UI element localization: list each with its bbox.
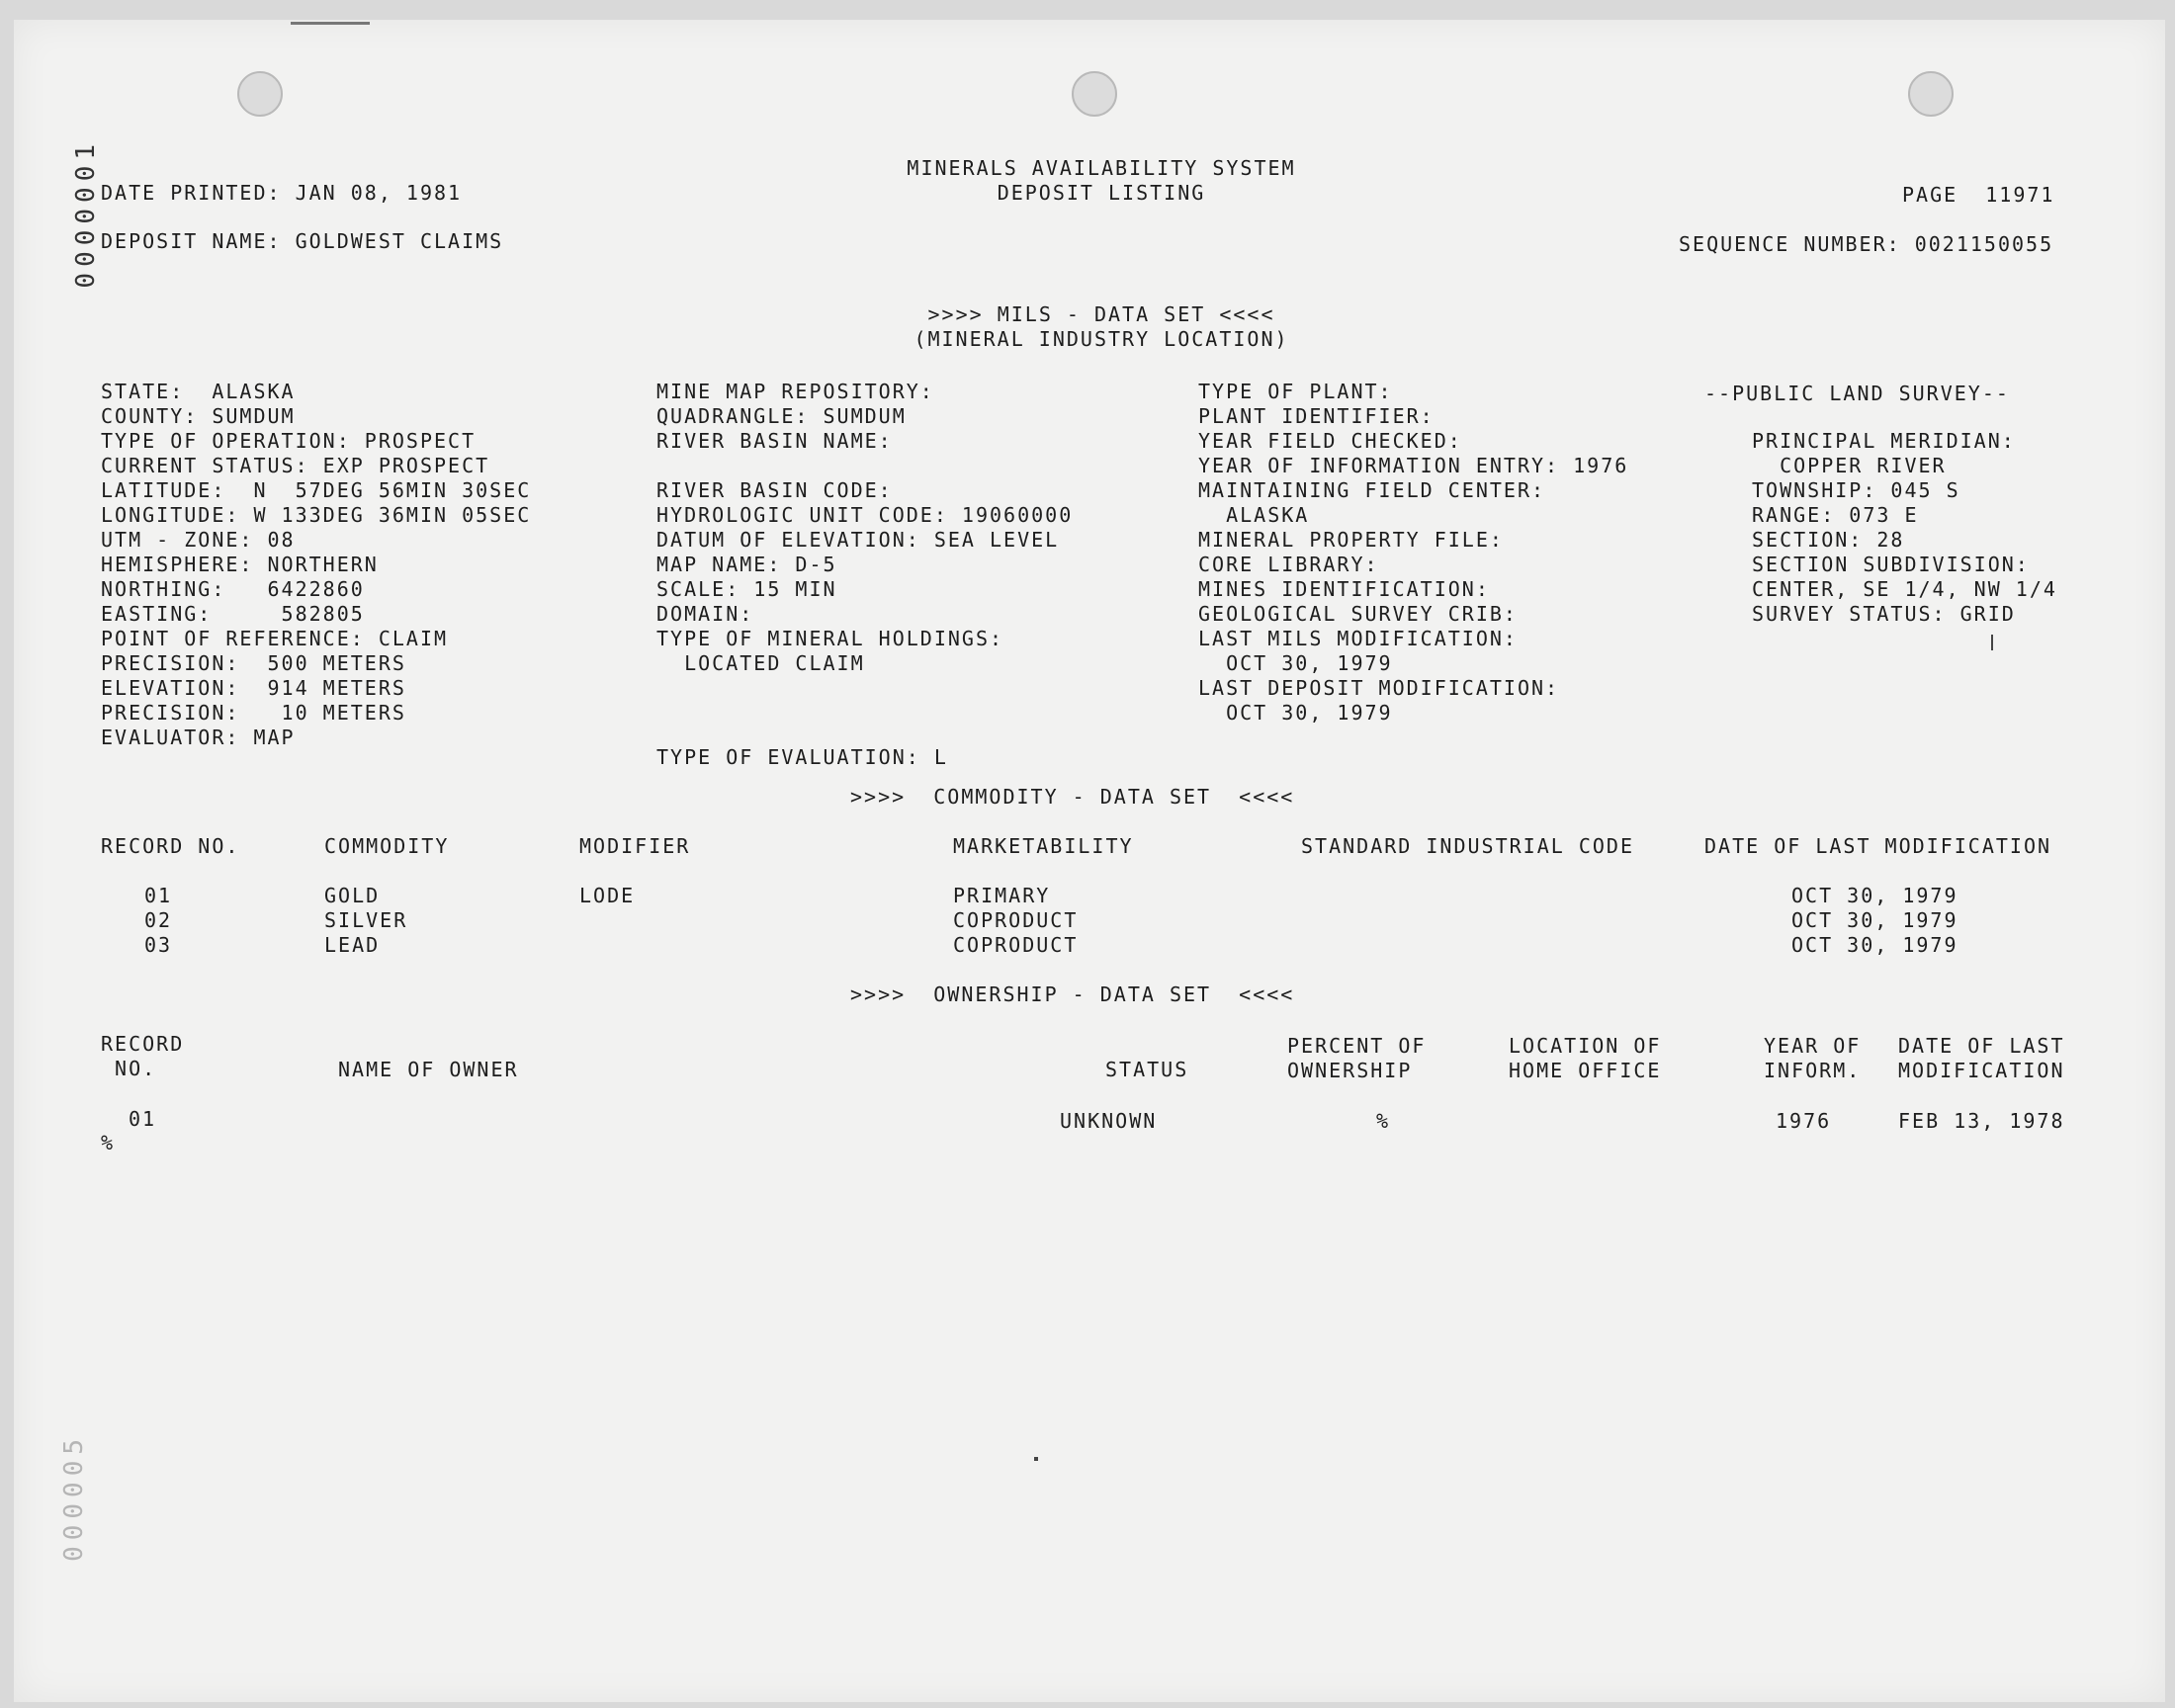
field-line: LONGITUDE: W 133DEG 36MIN 05SEC	[101, 503, 532, 527]
sequence-number: SEQUENCE NUMBER: 0021150055	[1679, 232, 2054, 256]
field-line: PRINCIPAL MERIDIAN:	[1752, 429, 2016, 453]
field-line: LAST DEPOSIT MODIFICATION:	[1198, 676, 1560, 700]
col-owner: NAME OF OWNER	[338, 1058, 519, 1081]
col-last-mod: DATE OF LAST MODIFICATION	[1704, 834, 2052, 858]
mils-heading: >>>> MILS - DATA SET <<<<	[927, 302, 1275, 326]
col-record-no: RECORD NO.	[101, 834, 240, 858]
ownership-heading: >>>> OWNERSHIP - DATA SET <<<<	[850, 982, 1295, 1006]
field-line: TYPE OF PLANT:	[1198, 380, 1393, 403]
field-line: NORTHING: 6422860	[101, 577, 365, 601]
col-year-2: INFORM.	[1764, 1059, 1862, 1082]
field-line: COUNTY: SUMDUM	[101, 404, 296, 428]
field-line: EVALUATOR: MAP	[101, 726, 296, 749]
col-record: RECORD	[101, 1032, 185, 1056]
cell-last-mod: OCT 30, 1979	[1791, 908, 1958, 932]
punch-hole-right	[1908, 71, 1954, 117]
col-sic: STANDARD INDUSTRIAL CODE	[1301, 834, 1634, 858]
mils-subheading: (MINERAL INDUSTRY LOCATION)	[914, 327, 1289, 351]
col-record-no: NO.	[101, 1057, 157, 1080]
deposit-name: DEPOSIT NAME: GOLDWEST CLAIMS	[101, 229, 504, 253]
side-mark-top: 0000001	[71, 138, 101, 289]
col-status: STATUS	[1105, 1058, 1189, 1081]
cell-record-no: 01	[144, 884, 173, 907]
field-line: SECTION SUBDIVISION:	[1752, 553, 2030, 576]
dot-mark	[1034, 1457, 1038, 1461]
col-location-2: HOME OFFICE	[1509, 1059, 1662, 1082]
field-line: ALASKA	[1198, 503, 1310, 527]
tick-mark	[1991, 635, 1993, 650]
field-line: LOCATED CLAIM	[656, 651, 865, 675]
field-line: DATUM OF ELEVATION: SEA LEVEL	[656, 528, 1060, 552]
field-line: YEAR OF INFORMATION ENTRY: 1976	[1198, 454, 1629, 477]
punch-hole-left	[237, 71, 283, 117]
field-line: SCALE: 15 MIN	[656, 577, 837, 601]
cell-status: UNKNOWN	[1060, 1109, 1158, 1133]
cell-year: 1976	[1776, 1109, 1832, 1133]
cell-record-no: 01	[129, 1107, 157, 1131]
field-line: PLANT IDENTIFIER:	[1198, 404, 1435, 428]
field-line: CORE LIBRARY:	[1198, 553, 1379, 576]
field-line: MINE MAP REPOSITORY:	[656, 380, 934, 403]
field-line: OCT 30, 1979	[1198, 701, 1393, 725]
punch-hole-center	[1072, 71, 1117, 117]
field-line: RIVER BASIN NAME:	[656, 429, 893, 453]
end-marker: %	[101, 1131, 116, 1154]
public-land-survey-heading: --PUBLIC LAND SURVEY--	[1704, 382, 2010, 405]
field-line: CENTER, SE 1/4, NW 1/4	[1752, 577, 2057, 601]
field-line: HEMISPHERE: NORTHERN	[101, 553, 379, 576]
cell-marketability: COPRODUCT	[953, 933, 1079, 957]
report-title: MINERALS AVAILABILITY SYSTEM	[907, 156, 1296, 180]
field-line: MAP NAME: D-5	[656, 553, 837, 576]
field-line: POINT OF REFERENCE: CLAIM	[101, 627, 449, 650]
col-percent-2: OWNERSHIP	[1287, 1059, 1413, 1082]
col-mod-2: MODIFICATION	[1898, 1059, 2065, 1082]
col-location: LOCATION OF	[1509, 1034, 1662, 1058]
scratch-mark	[291, 22, 370, 25]
cell-last-mod: OCT 30, 1979	[1791, 933, 1958, 957]
field-line: YEAR FIELD CHECKED:	[1198, 429, 1462, 453]
col-marketability: MARKETABILITY	[953, 834, 1134, 858]
field-line: PRECISION: 10 METERS	[101, 701, 406, 725]
field-line: MINERAL PROPERTY FILE:	[1198, 528, 1504, 552]
cell-commodity: LEAD	[324, 933, 381, 957]
col-year: YEAR OF	[1764, 1034, 1862, 1058]
col-modifier: MODIFIER	[579, 834, 691, 858]
col-commodity: COMMODITY	[324, 834, 450, 858]
field-line: ELEVATION: 914 METERS	[101, 676, 406, 700]
cell-record-no: 02	[144, 908, 173, 932]
col-mod: DATE OF LAST	[1898, 1034, 2065, 1058]
field-line: GEOLOGICAL SURVEY CRIB:	[1198, 602, 1518, 626]
report-subtitle: DEPOSIT LISTING	[997, 181, 1206, 205]
cell-last-mod: FEB 13, 1978	[1898, 1109, 2065, 1133]
field-line: EASTING: 582805	[101, 602, 365, 626]
field-line: MINES IDENTIFICATION:	[1198, 577, 1490, 601]
field-line: UTM - ZONE: 08	[101, 528, 296, 552]
cell-record-no: 03	[144, 933, 173, 957]
field-line: STATE: ALASKA	[101, 380, 296, 403]
field-line: TYPE OF EVALUATION: L	[656, 745, 948, 769]
cell-commodity: GOLD	[324, 884, 381, 907]
field-line: MAINTAINING FIELD CENTER:	[1198, 478, 1546, 502]
printout-sheet	[14, 20, 2165, 1702]
cell-percent: %	[1376, 1109, 1391, 1133]
field-line: LATITUDE: N 57DEG 56MIN 30SEC	[101, 478, 532, 502]
cell-last-mod: OCT 30, 1979	[1791, 884, 1958, 907]
commodity-heading: >>>> COMMODITY - DATA SET <<<<	[850, 785, 1295, 809]
field-line: LAST MILS MODIFICATION:	[1198, 627, 1518, 650]
field-line: TYPE OF OPERATION: PROSPECT	[101, 429, 477, 453]
field-line: OCT 30, 1979	[1198, 651, 1393, 675]
field-line: SURVEY STATUS: GRID	[1752, 602, 2016, 626]
field-line: CURRENT STATUS: EXP PROSPECT	[101, 454, 490, 477]
col-percent: PERCENT OF	[1287, 1034, 1427, 1058]
field-line: TYPE OF MINERAL HOLDINGS:	[656, 627, 1004, 650]
field-line: RIVER BASIN CODE:	[656, 478, 893, 502]
field-line: COPPER RIVER	[1752, 454, 1947, 477]
field-line: DOMAIN:	[656, 602, 754, 626]
date-printed: DATE PRINTED: JAN 08, 1981	[101, 181, 463, 205]
field-line: TOWNSHIP: 045 S	[1752, 478, 1960, 502]
cell-marketability: COPRODUCT	[953, 908, 1079, 932]
cell-modifier: LODE	[579, 884, 636, 907]
cell-marketability: PRIMARY	[953, 884, 1051, 907]
field-line: HYDROLOGIC UNIT CODE: 19060000	[656, 503, 1074, 527]
cell-commodity: SILVER	[324, 908, 408, 932]
field-line: RANGE: 073 E	[1752, 503, 1919, 527]
side-mark-bottom: 000005	[59, 1433, 89, 1562]
field-line: SECTION: 28	[1752, 528, 1905, 552]
page-number: PAGE 11971	[1902, 183, 2055, 207]
field-line: PRECISION: 500 METERS	[101, 651, 406, 675]
field-line: QUADRANGLE: SUMDUM	[656, 404, 907, 428]
